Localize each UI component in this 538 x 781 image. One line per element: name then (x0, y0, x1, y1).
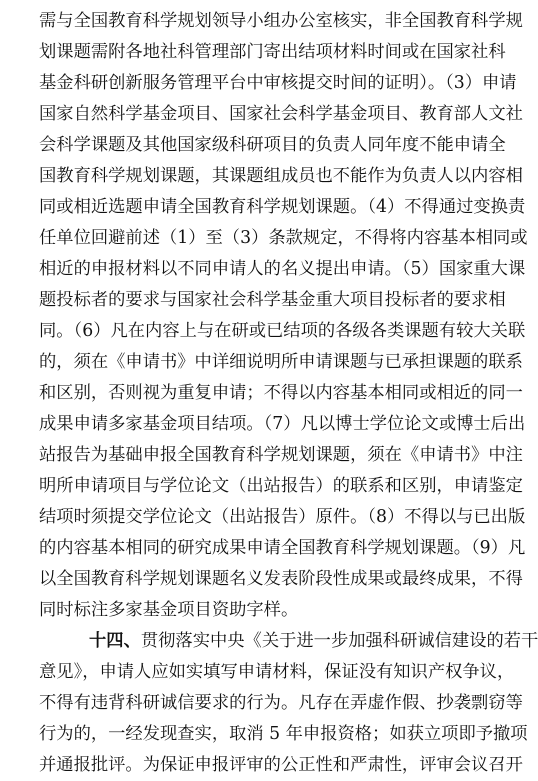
text-line: 国家自然科学基金项目、国家社会科学基金项目、教育部人文社 (39, 104, 523, 124)
section-heading-line (89, 626, 538, 657)
text-line: 相近的申报材料以不同申请人的名义提出申请。（5）国家重大课 (39, 259, 526, 279)
text-line: 的内容基本相同的研究成果申请全国教育科学规划课题。（9）凡 (39, 538, 526, 558)
text-line: 以全国教育科学规划课题名义发表阶段性成果或最终成果，不得 (39, 569, 523, 589)
text-line: 并通报批评。为保证申报评审的公正性和严肃性，评审会议召开 (39, 755, 523, 775)
text-line: 同时标注多家基金项目资助字样。 (39, 600, 299, 620)
text-line: 需与全国教育科学规划领导小组办公室核实，非全国教育科学规 (39, 11, 523, 31)
text-line-segment: 贯彻落实中央《关于进一步加强科研诚信建设的若干 (140, 631, 538, 651)
text-line: 成果申请多家基金项目结项。（7）凡以博士学位论文或博士后出 (39, 414, 526, 434)
section-number: 十四、 (89, 631, 141, 651)
text-line: 会科学课题及其他国家级科研项目的负责人同年度不能申请全 (39, 135, 506, 155)
text-line: 结项时须提交学位论文（出站报告）原件。（8）不得以与已出版 (39, 507, 526, 527)
text-line: 意见》，申请人应如实填写申请材料，保证没有知识产权争议， (39, 662, 515, 682)
text-line: 明所申请项目与学位论文（出站报告）的联系和区别，申请鉴定 (39, 476, 523, 496)
text-line: 同或相近选题申请全国教育科学规划课题。（4）不得通过变换责 (39, 197, 526, 217)
text-line: 划课题需附各地社科管理部门寄出结项材料时间或在国家社科 (39, 42, 506, 62)
text-line: 同。（6）凡在内容上与在研或已结项的各级各类课题有较大关联 (39, 321, 526, 341)
text-line: 行为的，一经发现查实，取消 5 年申报资格；如获立项即予撤项 (39, 724, 528, 744)
text-line: 题投标者的要求与国家社会科学基金重大项目投标者的要求相 (39, 290, 506, 310)
text-line: 国教育科学规划课题，其课题组成员也不能作为负责人以内容相 (39, 166, 523, 186)
text-line: 的，须在《申请书》中详细说明所申请课题与已承担课题的联系 (39, 352, 523, 372)
text-line: 任单位回避前述（1）至（3）条款规定，不得将内容基本相同或 (39, 228, 528, 248)
text-line: 不得有违背科研诚信要求的行为。凡存在弄虚作假、抄袭剽窃等 (39, 693, 523, 713)
text-line: 基金科研创新服务管理平台中审核提交时间的证明）。（3）申请 (39, 73, 517, 93)
text-line: 站报告为基础申报全国教育科学规划课题，须在《申请书》中注 (39, 445, 523, 465)
text-line: 和区别，否则视为重复申请；不得以内容基本相同或相近的同一 (39, 383, 523, 403)
